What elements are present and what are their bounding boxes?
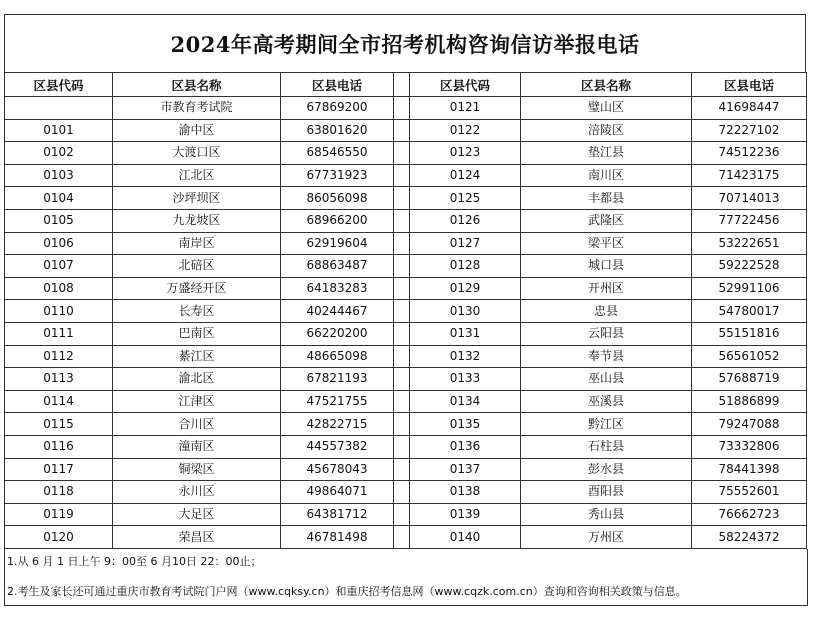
- column-gap: [394, 458, 410, 481]
- district-code-cell: 0106: [5, 232, 113, 255]
- district-name-cell: 涪陵区: [521, 119, 692, 142]
- district-phone-cell: 70714013: [692, 187, 807, 210]
- district-name-cell: 潼南区: [113, 435, 281, 458]
- district-code-cell: 0140: [410, 526, 521, 549]
- table-row: [5, 413, 807, 436]
- district-code-cell: 0133: [410, 368, 521, 391]
- column-gap: [394, 481, 410, 504]
- district-phone-cell: 67731923: [281, 164, 394, 187]
- table-row: [5, 458, 807, 481]
- district-name-cell: 大足区: [113, 503, 281, 526]
- district-phone-cell: 72227102: [692, 119, 807, 142]
- district-code-cell: 0118: [5, 481, 113, 504]
- note-2: 2.考生及家长还可通过重庆市教育考试院门户网（www.cqksy.cn）和重庆招考信息网（www.cqzk.com.cn）查询和咨询相关政策与信息。: [7, 584, 687, 598]
- district-code-cell: 0134: [410, 390, 521, 413]
- district-name-cell: 武隆区: [521, 209, 692, 232]
- district-code-cell: 0126: [410, 209, 521, 232]
- district-code-cell: 0136: [410, 435, 521, 458]
- column-gap: [394, 164, 410, 187]
- district-phone-cell: 63801620: [281, 119, 394, 142]
- district-phone-cell: 58224372: [692, 526, 807, 549]
- district-phone-cell: 56561052: [692, 345, 807, 368]
- table-row: [5, 187, 807, 210]
- district-code-cell: 0120: [5, 526, 113, 549]
- district-phone-cell: 54780017: [692, 300, 807, 323]
- header-name-left: 区县名称: [113, 73, 281, 97]
- district-code-cell: 0127: [410, 232, 521, 255]
- district-code-cell: 0131: [410, 322, 521, 345]
- district-name-cell: 永川区: [113, 481, 281, 504]
- column-gap: [394, 368, 410, 391]
- table-row: [5, 345, 807, 368]
- table-row: [5, 164, 807, 187]
- contact-table: [4, 72, 807, 549]
- district-phone-cell: 64183283: [281, 277, 394, 300]
- district-code-cell: 0111: [5, 322, 113, 345]
- district-phone-cell: 86056098: [281, 187, 394, 210]
- district-code-cell: 0119: [5, 503, 113, 526]
- table-row: [5, 481, 807, 504]
- district-name-cell: 九龙坡区: [113, 209, 281, 232]
- district-code-cell: 0123: [410, 142, 521, 165]
- district-code-cell: 0128: [410, 255, 521, 278]
- district-code-cell: 0116: [5, 435, 113, 458]
- district-code-cell: 0129: [410, 277, 521, 300]
- district-code-cell: 0107: [5, 255, 113, 278]
- district-name-cell: 万州区: [521, 526, 692, 549]
- district-phone-cell: 57688719: [692, 368, 807, 391]
- district-code-cell: 0101: [5, 119, 113, 142]
- district-name-cell: 秀山县: [521, 503, 692, 526]
- district-code-cell: 0138: [410, 481, 521, 504]
- district-phone-cell: 66220200: [281, 322, 394, 345]
- district-name-cell: 綦江区: [113, 345, 281, 368]
- table-row: [5, 322, 807, 345]
- district-code-cell: 0102: [5, 142, 113, 165]
- district-phone-cell: 53222651: [692, 232, 807, 255]
- district-name-cell: 奉节县: [521, 345, 692, 368]
- district-code-cell: 0105: [5, 209, 113, 232]
- district-code-cell: 0108: [5, 277, 113, 300]
- table-row: [5, 368, 807, 391]
- district-code-cell: 0121: [410, 97, 521, 120]
- district-phone-cell: 68863487: [281, 255, 394, 278]
- district-name-cell: 垫江县: [521, 142, 692, 165]
- district-name-cell: 江津区: [113, 390, 281, 413]
- table-row: [5, 277, 807, 300]
- district-phone-cell: 68546550: [281, 142, 394, 165]
- district-phone-cell: 74512236: [692, 142, 807, 165]
- district-name-cell: 渝北区: [113, 368, 281, 391]
- district-phone-cell: 75552601: [692, 481, 807, 504]
- district-name-cell: 沙坪坝区: [113, 187, 281, 210]
- table-row: [5, 526, 807, 549]
- note-1: 1.从 6 月 1 日上午 9：00至 6 月10日 22：00止；: [7, 554, 262, 568]
- district-code-cell: 0112: [5, 345, 113, 368]
- district-name-cell: 忠县: [521, 300, 692, 323]
- district-phone-cell: 52991106: [692, 277, 807, 300]
- district-phone-cell: 67821193: [281, 368, 394, 391]
- district-phone-cell: 62919604: [281, 232, 394, 255]
- district-name-cell: 南岸区: [113, 232, 281, 255]
- district-code-cell: 0103: [5, 164, 113, 187]
- column-gap: [394, 390, 410, 413]
- district-code-cell: 0104: [5, 187, 113, 210]
- district-name-cell: 巴南区: [113, 322, 281, 345]
- header-code-right: 区县代码: [410, 73, 521, 97]
- column-gap: [394, 255, 410, 278]
- header-phone-right: 区县电话: [692, 73, 807, 97]
- column-gap: [394, 435, 410, 458]
- district-name-cell: 大渡口区: [113, 142, 281, 165]
- district-name-cell: 北碚区: [113, 255, 281, 278]
- district-code-cell: 0122: [410, 119, 521, 142]
- table-row: [5, 119, 807, 142]
- district-code-cell: 0139: [410, 503, 521, 526]
- district-phone-cell: 76662723: [692, 503, 807, 526]
- district-phone-cell: 47521755: [281, 390, 394, 413]
- column-gap: [394, 300, 410, 323]
- column-gap: [394, 503, 410, 526]
- notes-section: [4, 549, 808, 606]
- district-phone-cell: 73332806: [692, 435, 807, 458]
- district-phone-cell: 55151816: [692, 322, 807, 345]
- header-row: [5, 73, 807, 97]
- district-phone-cell: 41698447: [692, 97, 807, 120]
- district-code-cell: 0125: [410, 187, 521, 210]
- district-code-cell: 0114: [5, 390, 113, 413]
- district-code-cell: 0135: [410, 413, 521, 436]
- contact-sheet: [4, 14, 806, 606]
- column-gap: [394, 97, 410, 120]
- district-name-cell: 璧山区: [521, 97, 692, 120]
- district-name-cell: 荣昌区: [113, 526, 281, 549]
- column-gap: [394, 119, 410, 142]
- district-code-cell: [5, 97, 113, 120]
- table-body: [5, 97, 807, 549]
- column-gap: [394, 142, 410, 165]
- header-code-left: 区县代码: [5, 73, 113, 97]
- district-name-cell: 万盛经开区: [113, 277, 281, 300]
- district-phone-cell: 68966200: [281, 209, 394, 232]
- district-name-cell: 云阳县: [521, 322, 692, 345]
- district-name-cell: 市教育考试院: [113, 97, 281, 120]
- district-name-cell: 酉阳县: [521, 481, 692, 504]
- district-phone-cell: 71423175: [692, 164, 807, 187]
- column-gap: [394, 322, 410, 345]
- district-name-cell: 渝中区: [113, 119, 281, 142]
- header-phone-left: 区县电话: [281, 73, 394, 97]
- district-phone-cell: 59222528: [692, 255, 807, 278]
- district-phone-cell: 77722456: [692, 209, 807, 232]
- table-row: [5, 209, 807, 232]
- table-row: [5, 390, 807, 413]
- district-phone-cell: 48665098: [281, 345, 394, 368]
- district-phone-cell: 44557382: [281, 435, 394, 458]
- district-name-cell: 铜梁区: [113, 458, 281, 481]
- district-phone-cell: 64381712: [281, 503, 394, 526]
- table-row: [5, 232, 807, 255]
- header-name-right: 区县名称: [521, 73, 692, 97]
- district-name-cell: 彭水县: [521, 458, 692, 481]
- district-name-cell: 黔江区: [521, 413, 692, 436]
- district-name-cell: 开州区: [521, 277, 692, 300]
- table-row: [5, 255, 807, 278]
- district-phone-cell: 42822715: [281, 413, 394, 436]
- district-phone-cell: 67869200: [281, 97, 394, 120]
- district-name-cell: 南川区: [521, 164, 692, 187]
- district-code-cell: 0132: [410, 345, 521, 368]
- district-name-cell: 巫溪县: [521, 390, 692, 413]
- column-gap: [394, 209, 410, 232]
- district-code-cell: 0110: [5, 300, 113, 323]
- district-code-cell: 0137: [410, 458, 521, 481]
- table-row: [5, 300, 807, 323]
- district-code-cell: 0130: [410, 300, 521, 323]
- district-name-cell: 城口县: [521, 255, 692, 278]
- district-code-cell: 0115: [5, 413, 113, 436]
- district-name-cell: 长寿区: [113, 300, 281, 323]
- column-gap: [394, 232, 410, 255]
- district-phone-cell: 79247088: [692, 413, 807, 436]
- district-phone-cell: 49864071: [281, 481, 394, 504]
- column-gap: [394, 187, 410, 210]
- district-code-cell: 0124: [410, 164, 521, 187]
- district-name-cell: 合川区: [113, 413, 281, 436]
- district-name-cell: 梁平区: [521, 232, 692, 255]
- table-row: [5, 503, 807, 526]
- column-gap: [394, 73, 410, 97]
- sheet-title: 2024年高考期间全市招考机构咨询信访举报电话: [4, 14, 806, 72]
- column-gap: [394, 413, 410, 436]
- district-name-cell: 江北区: [113, 164, 281, 187]
- district-code-cell: 0113: [5, 368, 113, 391]
- district-name-cell: 巫山县: [521, 368, 692, 391]
- district-code-cell: 0117: [5, 458, 113, 481]
- table-row: [5, 97, 807, 120]
- district-name-cell: 丰都县: [521, 187, 692, 210]
- column-gap: [394, 277, 410, 300]
- district-phone-cell: 45678043: [281, 458, 394, 481]
- table-row: [5, 142, 807, 165]
- district-name-cell: 石柱县: [521, 435, 692, 458]
- district-phone-cell: 46781498: [281, 526, 394, 549]
- column-gap: [394, 526, 410, 549]
- district-phone-cell: 51886899: [692, 390, 807, 413]
- column-gap: [394, 345, 410, 368]
- district-phone-cell: 40244467: [281, 300, 394, 323]
- district-phone-cell: 78441398: [692, 458, 807, 481]
- table-row: [5, 435, 807, 458]
